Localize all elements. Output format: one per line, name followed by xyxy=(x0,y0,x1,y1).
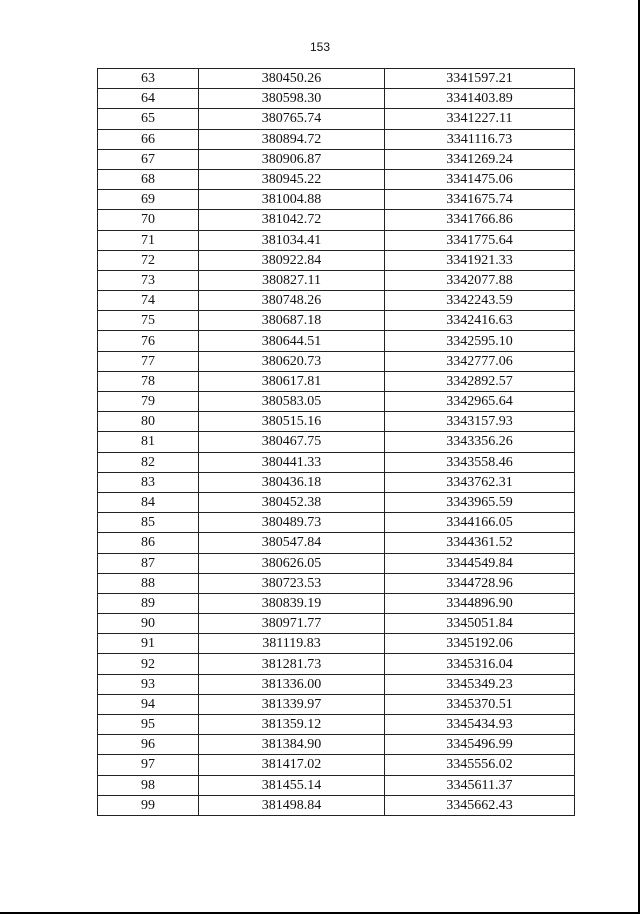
point-number-cell: 88 xyxy=(98,573,199,593)
x-coordinate-cell: 380894.72 xyxy=(199,129,385,149)
table-row xyxy=(98,674,575,694)
table-row xyxy=(98,432,575,452)
x-coordinate-cell: 380765.74 xyxy=(199,109,385,129)
x-coordinate-cell: 380922.84 xyxy=(199,250,385,270)
x-coordinate-cell: 380839.19 xyxy=(199,593,385,613)
y-coordinate-cell: 3342777.06 xyxy=(385,351,575,371)
point-number-cell: 69 xyxy=(98,190,199,210)
table-row xyxy=(98,371,575,391)
y-coordinate-cell: 3344549.84 xyxy=(385,553,575,573)
y-coordinate-cell: 3341597.21 xyxy=(385,69,575,89)
point-number-cell: 80 xyxy=(98,412,199,432)
table-row xyxy=(98,169,575,189)
x-coordinate-cell: 380436.18 xyxy=(199,472,385,492)
point-number-cell: 84 xyxy=(98,492,199,512)
table-row xyxy=(98,230,575,250)
point-number-cell: 72 xyxy=(98,250,199,270)
y-coordinate-cell: 3341921.33 xyxy=(385,250,575,270)
y-coordinate-cell: 3345370.51 xyxy=(385,694,575,714)
point-number-cell: 67 xyxy=(98,149,199,169)
y-coordinate-cell: 3342243.59 xyxy=(385,291,575,311)
x-coordinate-cell: 381281.73 xyxy=(199,654,385,674)
x-coordinate-cell: 380644.51 xyxy=(199,331,385,351)
point-number-cell: 79 xyxy=(98,392,199,412)
x-coordinate-cell: 381004.88 xyxy=(199,190,385,210)
y-coordinate-cell: 3343762.31 xyxy=(385,472,575,492)
point-number-cell: 92 xyxy=(98,654,199,674)
x-coordinate-cell: 380598.30 xyxy=(199,89,385,109)
x-coordinate-cell: 380452.38 xyxy=(199,492,385,512)
point-number-cell: 91 xyxy=(98,634,199,654)
point-number-cell: 70 xyxy=(98,210,199,230)
y-coordinate-cell: 3342595.10 xyxy=(385,331,575,351)
y-coordinate-cell: 3342892.57 xyxy=(385,371,575,391)
x-coordinate-cell: 380827.11 xyxy=(199,270,385,290)
table-row xyxy=(98,795,575,815)
x-coordinate-cell: 380441.33 xyxy=(199,452,385,472)
y-coordinate-cell: 3345611.37 xyxy=(385,775,575,795)
point-number-cell: 83 xyxy=(98,472,199,492)
point-number-cell: 96 xyxy=(98,735,199,755)
table-row xyxy=(98,694,575,714)
x-coordinate-cell: 381359.12 xyxy=(199,715,385,735)
x-coordinate-cell: 380583.05 xyxy=(199,392,385,412)
y-coordinate-cell: 3343965.59 xyxy=(385,492,575,512)
point-number-cell: 66 xyxy=(98,129,199,149)
x-coordinate-cell: 381339.97 xyxy=(199,694,385,714)
y-coordinate-cell: 3342416.63 xyxy=(385,311,575,331)
y-coordinate-cell: 3344361.52 xyxy=(385,533,575,553)
table-row xyxy=(98,492,575,512)
y-coordinate-cell: 3341475.06 xyxy=(385,169,575,189)
x-coordinate-cell: 380617.81 xyxy=(199,371,385,391)
table-row xyxy=(98,311,575,331)
table-row xyxy=(98,210,575,230)
x-coordinate-cell: 381336.00 xyxy=(199,674,385,694)
y-coordinate-cell: 3341675.74 xyxy=(385,190,575,210)
x-coordinate-cell: 380906.87 xyxy=(199,149,385,169)
table-row xyxy=(98,270,575,290)
table-row xyxy=(98,755,575,775)
table-row xyxy=(98,614,575,634)
x-coordinate-cell: 380626.05 xyxy=(199,553,385,573)
x-coordinate-cell: 380467.75 xyxy=(199,432,385,452)
y-coordinate-cell: 3345051.84 xyxy=(385,614,575,634)
point-number-cell: 65 xyxy=(98,109,199,129)
x-coordinate-cell: 380547.84 xyxy=(199,533,385,553)
y-coordinate-cell: 3341775.64 xyxy=(385,230,575,250)
point-number-cell: 82 xyxy=(98,452,199,472)
point-number-cell: 95 xyxy=(98,715,199,735)
point-number-cell: 90 xyxy=(98,614,199,634)
point-number-cell: 99 xyxy=(98,795,199,815)
y-coordinate-cell: 3345556.02 xyxy=(385,755,575,775)
table-row xyxy=(98,412,575,432)
table-row xyxy=(98,533,575,553)
y-coordinate-cell: 3343157.93 xyxy=(385,412,575,432)
x-coordinate-cell: 380748.26 xyxy=(199,291,385,311)
point-number-cell: 86 xyxy=(98,533,199,553)
y-coordinate-cell: 3341766.86 xyxy=(385,210,575,230)
table-row xyxy=(98,291,575,311)
table-row xyxy=(98,392,575,412)
table-row xyxy=(98,553,575,573)
point-number-cell: 89 xyxy=(98,593,199,613)
point-number-cell: 75 xyxy=(98,311,199,331)
table-row xyxy=(98,775,575,795)
table-row xyxy=(98,351,575,371)
point-number-cell: 73 xyxy=(98,270,199,290)
x-coordinate-cell: 381384.90 xyxy=(199,735,385,755)
x-coordinate-cell: 381498.84 xyxy=(199,795,385,815)
table-row xyxy=(98,250,575,270)
coordinate-table xyxy=(97,68,575,816)
y-coordinate-cell: 3341227.11 xyxy=(385,109,575,129)
table-row xyxy=(98,472,575,492)
point-number-cell: 87 xyxy=(98,553,199,573)
point-number-cell: 78 xyxy=(98,371,199,391)
y-coordinate-cell: 3345434.93 xyxy=(385,715,575,735)
y-coordinate-cell: 3344896.90 xyxy=(385,593,575,613)
x-coordinate-cell: 380450.26 xyxy=(199,69,385,89)
point-number-cell: 94 xyxy=(98,694,199,714)
table-row xyxy=(98,129,575,149)
x-coordinate-cell: 380620.73 xyxy=(199,351,385,371)
table-row xyxy=(98,593,575,613)
x-coordinate-cell: 381042.72 xyxy=(199,210,385,230)
y-coordinate-cell: 3341116.73 xyxy=(385,129,575,149)
y-coordinate-cell: 3344166.05 xyxy=(385,513,575,533)
y-coordinate-cell: 3345496.99 xyxy=(385,735,575,755)
table-row xyxy=(98,654,575,674)
table-row xyxy=(98,513,575,533)
y-coordinate-cell: 3344728.96 xyxy=(385,573,575,593)
table-row xyxy=(98,715,575,735)
table-row xyxy=(98,735,575,755)
table-row xyxy=(98,452,575,472)
point-number-cell: 81 xyxy=(98,432,199,452)
table-row xyxy=(98,109,575,129)
point-number-cell: 71 xyxy=(98,230,199,250)
y-coordinate-cell: 3342077.88 xyxy=(385,270,575,290)
coordinate-table-body xyxy=(98,69,575,816)
point-number-cell: 98 xyxy=(98,775,199,795)
y-coordinate-cell: 3345316.04 xyxy=(385,654,575,674)
point-number-cell: 64 xyxy=(98,89,199,109)
y-coordinate-cell: 3345192.06 xyxy=(385,634,575,654)
x-coordinate-cell: 381417.02 xyxy=(199,755,385,775)
x-coordinate-cell: 381119.83 xyxy=(199,634,385,654)
x-coordinate-cell: 380971.77 xyxy=(199,614,385,634)
table-row xyxy=(98,331,575,351)
point-number-cell: 76 xyxy=(98,331,199,351)
table-row xyxy=(98,573,575,593)
y-coordinate-cell: 3345662.43 xyxy=(385,795,575,815)
y-coordinate-cell: 3345349.23 xyxy=(385,674,575,694)
point-number-cell: 63 xyxy=(98,69,199,89)
y-coordinate-cell: 3341403.89 xyxy=(385,89,575,109)
x-coordinate-cell: 380945.22 xyxy=(199,169,385,189)
table-row xyxy=(98,149,575,169)
point-number-cell: 93 xyxy=(98,674,199,694)
point-number-cell: 74 xyxy=(98,291,199,311)
point-number-cell: 85 xyxy=(98,513,199,533)
x-coordinate-cell: 380489.73 xyxy=(199,513,385,533)
y-coordinate-cell: 3342965.64 xyxy=(385,392,575,412)
point-number-cell: 77 xyxy=(98,351,199,371)
point-number-cell: 68 xyxy=(98,169,199,189)
x-coordinate-cell: 380723.53 xyxy=(199,573,385,593)
x-coordinate-cell: 381455.14 xyxy=(199,775,385,795)
y-coordinate-cell: 3341269.24 xyxy=(385,149,575,169)
table-row xyxy=(98,69,575,89)
table-row xyxy=(98,89,575,109)
y-coordinate-cell: 3343356.26 xyxy=(385,432,575,452)
x-coordinate-cell: 380515.16 xyxy=(199,412,385,432)
x-coordinate-cell: 380687.18 xyxy=(199,311,385,331)
x-coordinate-cell: 381034.41 xyxy=(199,230,385,250)
table-row xyxy=(98,634,575,654)
table-row xyxy=(98,190,575,210)
point-number-cell: 97 xyxy=(98,755,199,775)
page-number: 153 xyxy=(309,40,331,54)
y-coordinate-cell: 3343558.46 xyxy=(385,452,575,472)
